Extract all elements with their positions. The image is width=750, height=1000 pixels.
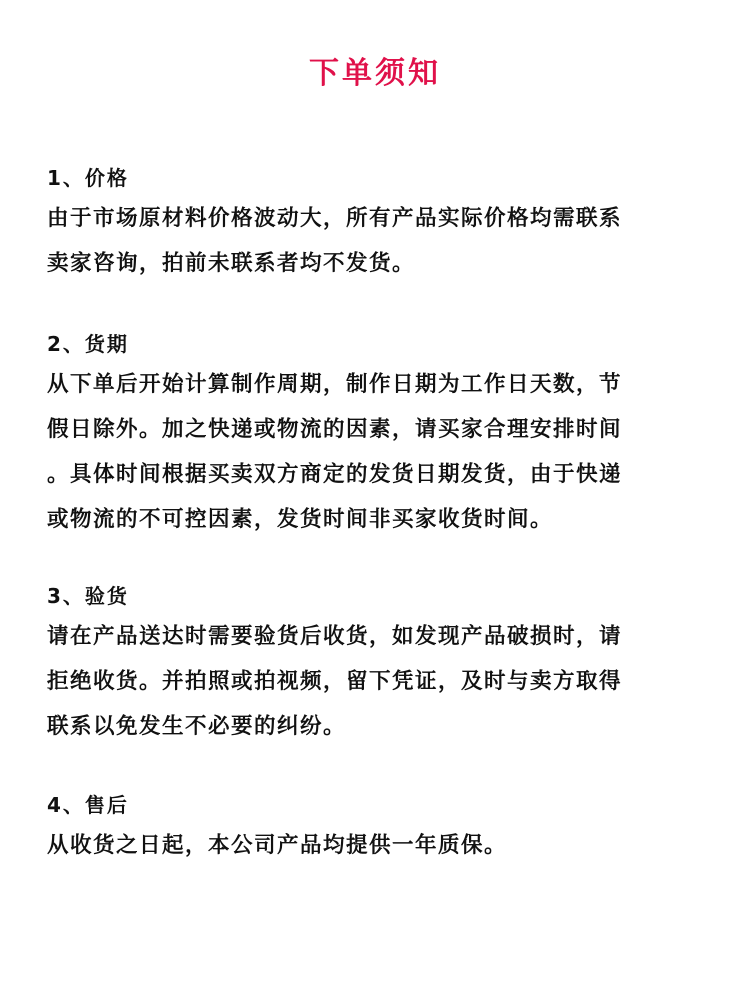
section-after-sales bbox=[47, 787, 712, 868]
section-body bbox=[47, 362, 712, 542]
body-line: 联系以免发生不必要的纠纷。 bbox=[47, 714, 347, 739]
section-body bbox=[47, 614, 712, 749]
body-line: 从收货之日起，本公司产品均提供一年质保。 bbox=[47, 833, 508, 858]
section-body bbox=[47, 196, 712, 286]
section-heading: 2、货期 bbox=[47, 332, 129, 356]
body-line: 假日除外。加之快递或物流的因素，请买家合理安排时间 bbox=[47, 417, 623, 442]
body-line: 由于市场原材料价格波动大，所有产品实际价格均需联系 bbox=[47, 206, 623, 231]
body-line: 从下单后开始计算制作周期，制作日期为工作日天数，节 bbox=[47, 372, 623, 397]
body-line: 。具体时间根据买卖双方商定的发货日期发货，由于快递 bbox=[47, 462, 623, 487]
body-line: 卖家咨询，拍前未联系者均不发货。 bbox=[47, 251, 416, 276]
section-delivery-time bbox=[47, 326, 712, 542]
section-inspection bbox=[47, 578, 712, 749]
page-title: 下单须知 bbox=[309, 56, 441, 91]
section-body bbox=[47, 823, 712, 868]
body-line: 或物流的不可控因素，发货时间非买家收货时间。 bbox=[47, 507, 554, 532]
section-price bbox=[47, 160, 712, 286]
section-heading: 3、验货 bbox=[47, 584, 129, 608]
section-heading: 4、售后 bbox=[47, 793, 129, 817]
body-line: 拒绝收货。并拍照或拍视频，留下凭证，及时与卖方取得 bbox=[47, 669, 623, 694]
body-line: 请在产品送达时需要验货后收货，如发现产品破损时，请 bbox=[47, 624, 623, 649]
section-heading: 1、价格 bbox=[47, 166, 129, 190]
